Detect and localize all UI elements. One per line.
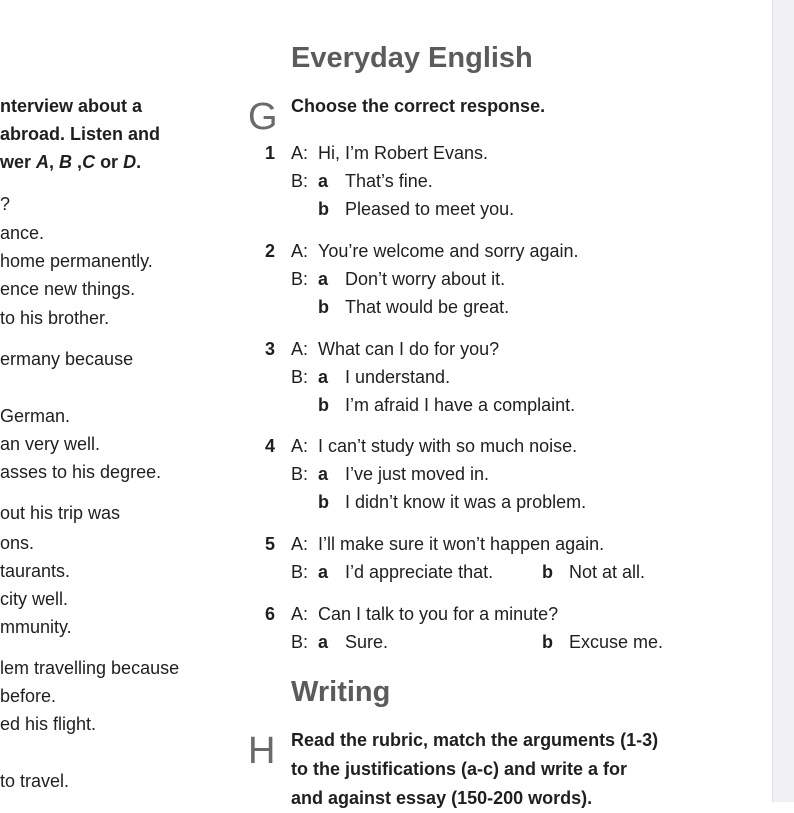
item-number: 1	[265, 143, 276, 163]
speaker-a-label: A:	[291, 143, 309, 163]
exercise-letter-g: G	[248, 96, 278, 138]
dialogue-prompt: I’ll make sure it won’t happen again.	[318, 534, 605, 554]
option-a-text: I’ve just moved in.	[345, 464, 490, 484]
speaker-a-label: A:	[291, 241, 309, 261]
option-a: A	[36, 152, 50, 172]
left-line: asses to his degree.	[0, 462, 162, 482]
sep: ,	[49, 152, 60, 172]
section-title: Writing	[291, 676, 391, 708]
speaker-b-label: B:	[291, 632, 309, 652]
left-answer-line	[0, 151, 141, 173]
option-b-label: b	[542, 632, 553, 652]
option-b-label: b	[318, 297, 329, 317]
speaker-a-label: A:	[291, 604, 309, 624]
option-b: B	[59, 152, 73, 172]
item-number: 4	[265, 436, 276, 456]
option-a-label: a	[318, 464, 329, 484]
left-line: nterview about a	[0, 96, 143, 116]
item-number: 2	[265, 241, 276, 261]
left-line: to his brother.	[0, 308, 110, 328]
left-line: home permanently.	[0, 251, 153, 271]
speaker-a-label: A:	[291, 436, 309, 456]
option-b-label: b	[318, 199, 329, 219]
option-a-label: a	[318, 562, 329, 582]
option-a-label: a	[318, 632, 329, 652]
dialogue-prompt: I can’t study with so much noise.	[318, 436, 578, 456]
option-a-text: Sure.	[345, 632, 389, 652]
option-b-text: Pleased to meet you.	[345, 199, 515, 219]
item-number: 3	[265, 339, 276, 359]
left-line: ?	[0, 194, 11, 214]
option-a-label: a	[318, 367, 329, 387]
speaker-b-label: B:	[291, 464, 309, 484]
writing-instruction-line: and against essay (150-200 words).	[291, 788, 593, 808]
or-text: or	[95, 152, 124, 172]
item-number: 6	[265, 604, 276, 624]
left-line: German.	[0, 406, 71, 426]
exercise-instruction: Choose the correct response.	[291, 96, 546, 116]
left-line: ence new things.	[0, 279, 136, 299]
left-line: city well.	[0, 589, 69, 609]
left-line: to travel.	[0, 771, 70, 791]
dialogue-prompt: Can I talk to you for a minute?	[318, 604, 559, 624]
option-a-text: I’d appreciate that.	[345, 562, 494, 582]
section-title: Everyday English	[291, 42, 533, 74]
option-b-label: b	[318, 395, 329, 415]
option-a-label: a	[318, 269, 329, 289]
left-line: mmunity.	[0, 617, 72, 637]
option-c: C	[82, 152, 96, 172]
left-line: taurants.	[0, 561, 71, 581]
option-b-text: Excuse me.	[569, 632, 664, 652]
speaker-b-label: B:	[291, 171, 309, 191]
option-d: D	[123, 152, 137, 172]
speaker-a-label: A:	[291, 339, 309, 359]
option-b-text: That would be great.	[345, 297, 510, 317]
option-b-text: I didn’t know it was a problem.	[345, 492, 587, 512]
speaker-b-label: B:	[291, 367, 309, 387]
left-line: ermany because	[0, 349, 134, 369]
end: .	[136, 152, 142, 172]
option-a-text: I understand.	[345, 367, 451, 387]
option-a-text: That’s fine.	[345, 171, 433, 191]
option-b-label: b	[542, 562, 553, 582]
item-number: 5	[265, 534, 276, 554]
speaker-b-label: B:	[291, 562, 309, 582]
option-b-label: b	[318, 492, 329, 512]
left-line: ons.	[0, 533, 35, 553]
answer-prefix: wer	[0, 152, 37, 172]
left-line: ance.	[0, 223, 45, 243]
dialogue-prompt: You’re welcome and sorry again.	[318, 241, 579, 261]
option-b-text: I’m afraid I have a complaint.	[345, 395, 576, 415]
dialogue-prompt: What can I do for you?	[318, 339, 500, 359]
left-line: an very well.	[0, 434, 101, 454]
writing-instruction-line: Read the rubric, match the arguments (1-3)	[291, 730, 659, 750]
left-line: out his trip was	[0, 503, 121, 523]
dialogue-prompt: Hi, I’m Robert Evans.	[318, 143, 489, 163]
left-line: lem travelling because	[0, 658, 180, 678]
option-b-text: Not at all.	[569, 562, 646, 582]
speaker-a-label: A:	[291, 534, 309, 554]
left-line: before.	[0, 686, 57, 706]
option-a-text: Don’t worry about it.	[345, 269, 506, 289]
option-a-label: a	[318, 171, 329, 191]
left-line: ed his flight.	[0, 714, 97, 734]
exercise-letter-h: H	[248, 730, 276, 772]
viewer-scroll-gutter[interactable]	[772, 0, 794, 802]
writing-instruction-line: to the justifications (a-c) and write a for	[291, 759, 628, 779]
sep: ,	[72, 152, 83, 172]
left-line: abroad. Listen and	[0, 124, 161, 144]
speaker-b-label: B:	[291, 269, 309, 289]
